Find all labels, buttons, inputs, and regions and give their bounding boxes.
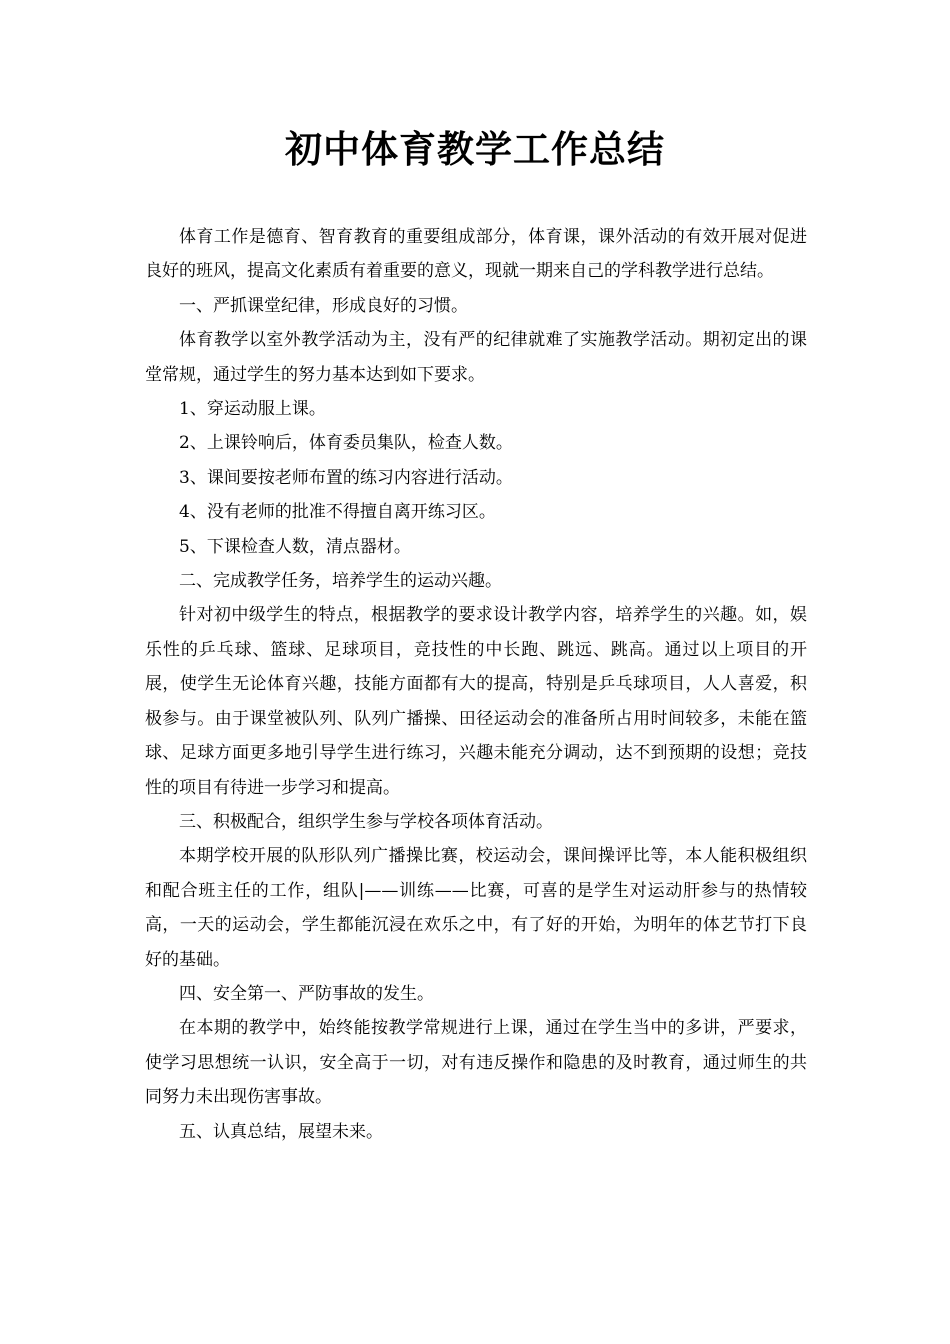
paragraph: 体育教学以室外教学活动为主，没有严的纪律就难了实施教学活动。期初定出的课堂常规，通过学生的努力基本达到如下要求。 — [145, 330, 807, 385]
section-heading-4: 四、安全第一、严防事故的发生。 — [179, 983, 434, 1004]
paragraph: 针对初中级学生的特点，根据教学的要求设计教学内容，培养学生的兴趣。如，娱乐性的乒乓球、篮球、足球项目，竞技性的中长跑、跳远、跳高。通过以上项目的开展，使学生无论体育兴趣，技能方面都有大的提高，特别是乒乓球项目，人人喜爱，积极参与。由于课堂被队列、队列广播操、田径运动会的准备所占用时间较多，未能在篮球、足球方面更多地引导学生进行练习，兴趣未能充分调动，达不到预期的设想；竞技性的项目有待进一步学习和提高。 — [145, 605, 807, 798]
list-item: 3、课间要按老师布置的练习内容进行活动。 — [179, 467, 513, 488]
section-heading-1: 一、严抓课堂纪律，形成良好的习惯。 — [179, 295, 468, 316]
paragraph: 在本期的教学中，始终能按教学常规进行上课，通过在学生当中的多讲，严要求，使学习思想统一认识，安全高于一切，对有违反操作和隐患的及时教育，通过师生的共同努力未出现伤害事故。 — [145, 1018, 807, 1108]
document-title: 初中体育教学工作总结 — [285, 128, 665, 171]
list-item: 4、没有老师的批准不得擅自离开练习区。 — [179, 502, 496, 523]
section-heading-3: 三、积极配合，组织学生参与学校各项体育活动。 — [179, 811, 553, 832]
paragraph-intro: 体育工作是德育、智育教育的重要组成部分，体育课，课外活动的有效开展对促进良好的班风，提高文化素质有着重要的意义，现就一期来自己的学科教学进行总结。 — [145, 227, 807, 282]
document-body — [145, 220, 807, 1149]
list-item: 5、下课检查人数，清点器材。 — [179, 536, 411, 557]
section-heading-5: 五、认真总结，展望未来。 — [179, 1121, 383, 1142]
list-item: 1、穿运动服上课。 — [179, 399, 326, 420]
list-item: 2、上课铃响后，体育委员集队，检查人数。 — [179, 433, 513, 454]
section-heading-2: 二、完成教学任务，培养学生的运动兴趣。 — [179, 571, 502, 592]
paragraph: 本期学校开展的队形队列广播操比赛，校运动会，课间操评比等，本人能积极组织和配合班主任的工作，组队|——训练——比赛，可喜的是学生对运动肝参与的热情较高，一天的运动会，学生都能沉浸在欢乐之中，有了好的开始，为明年的体艺节打下良好的基础。 — [145, 846, 807, 970]
